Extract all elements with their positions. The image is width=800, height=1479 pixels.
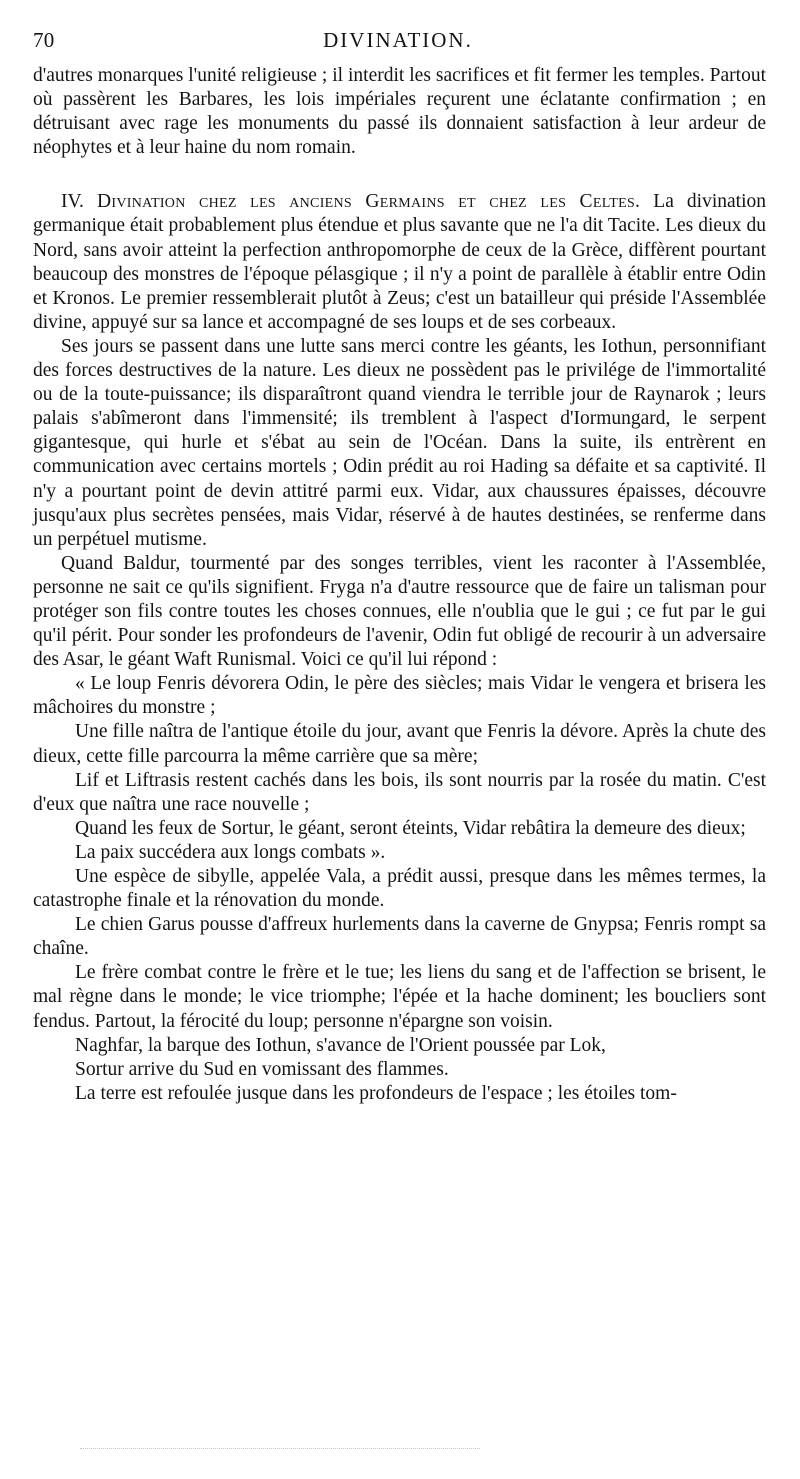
bleed-through-marks: [80, 1448, 480, 1453]
paragraph: d'autres monarques l'unité religieuse ; il interdit les sacrifices et fit fermer les temples. Partout où passèrent les Barbares, les lois impériales reçurent une éclatante confirmation ; en détruisant avec rage les monuments du passé ils donnaient satisfaction à leur ardeur de néophytes et à leur haine du nom romain.: [33, 65, 766, 159]
paragraph: Une espèce de sibylle, appelée Vala, a prédit aussi, presque dans les mêmes termes, la catastrophe finale et la rénovation du monde.: [33, 866, 766, 912]
verse: La terre est refoulée jusque dans les profondeurs de l'espace ; les étoiles tom-: [75, 1082, 677, 1104]
body-text: [33, 64, 766, 1106]
verse: Le frère combat contre le frère et le tue; les liens du sang et de l'affection se brisent, le mal règne dans le monde; le vice triomphe; l'épée et la hache dominent; les boucliers sont fendus. Partout, la férocité du loup; personne n'épargne son voisin.: [33, 962, 766, 1032]
section-heading: Divination chez les anciens Germains et chez les Celtes.: [97, 191, 641, 213]
verse: Lif et Liftrasis restent cachés dans les bois, ils sont nourris par la rosée du matin. C'est d'eux que naîtra une race nouvelle ;: [33, 769, 766, 815]
section-text: La divination germanique était probablement plus étendue et plus savante que ne l'a dit Tacite. Les dieux du Nord, sans avoir atteint la perfection anthropomorphe de ceux de la Grèce, diffèrent pourtant beaucoup des monstres de l'époque pélasgique ; il n'y a point de parallèle à établir entre Odin et Kronos. Le premier ressemblerait plutôt à Zeus; c'est un batailleur qui préside l'Assemblée divine, appuyé sur sa lance et accompagné de ses loups et de ses corbeaux.: [33, 191, 766, 333]
page-number: 70: [33, 28, 55, 52]
verse: Quand les feux de Sortur, le géant, seront éteints, Vidar rebâtira la demeure des dieux;: [75, 817, 746, 839]
paragraph: Ses jours se passent dans une lutte sans merci contre les géants, les Iothun, personnifiant des forces destructives de la nature. Les dieux ne possèdent pas le privilége de l'immortalité ou de la toute-puissance; ils disparaîtront quand viendra le terrible jour de Raynarok ; leurs palais s'abîmeront dans l'immensité; ils tremblent à l'aspect d'Iormungard, le serpent gigantesque, qui hurle et s'ébat au sein de l'Océan. Dans la suite, ils entrèrent en communication avec certains mortels ; Odin prédit au roi Hading sa défaite et sa captivité. Il n'y a pourtant point de devin attitré parmi eux. Vidar, aux chaussures épaisses, découvre jusqu'aux plus secrètes pensées, mais Vidar, réservé à de hautes destinées, se renferme dans un perpétuel mutisme.: [33, 335, 766, 550]
verse: Une fille naîtra de l'antique étoile du jour, avant que Fenris la dévore. Après la chute des dieux, cette fille parcourra la même carrière que sa mère;: [33, 721, 766, 767]
verse: La paix succédera aux longs combats ».: [75, 841, 386, 863]
paragraph: Quand Baldur, tourmenté par des songes terribles, vient les raconter à l'Assemblée, personne ne sait ce qu'ils signifient. Fryga n'a d'autre ressource que de faire un talisman pour protéger son fils contre toutes les choses connues, elle n'oublia que le gui ; ce fut par le gui qu'il périt. Pour sonder les profondeurs de l'avenir, Odin fut obligé de recourir à un adversaire des Asar, le géant Waft Runismal. Voici ce qu'il lui répond :: [33, 552, 766, 671]
section-paragraph: [33, 190, 766, 335]
running-title: DIVINATION.: [323, 28, 473, 52]
verse: « Le loup Fenris dévorera Odin, le père des siècles; mais Vidar le vengera et brisera les mâchoires du monstre ;: [33, 673, 766, 719]
page-header: [33, 28, 763, 58]
section-number: IV.: [61, 191, 97, 213]
verse: Le chien Garus pousse d'affreux hurlements dans la caverne de Gnypsa; Fenris rompt sa chaîne.: [33, 914, 766, 960]
section-gap: [33, 160, 766, 190]
verse: Naghfar, la barque des Iothun, s'avance de l'Orient poussée par Lok,: [75, 1034, 606, 1056]
verse: Sortur arrive du Sud en vomissant des flammes.: [75, 1058, 449, 1080]
